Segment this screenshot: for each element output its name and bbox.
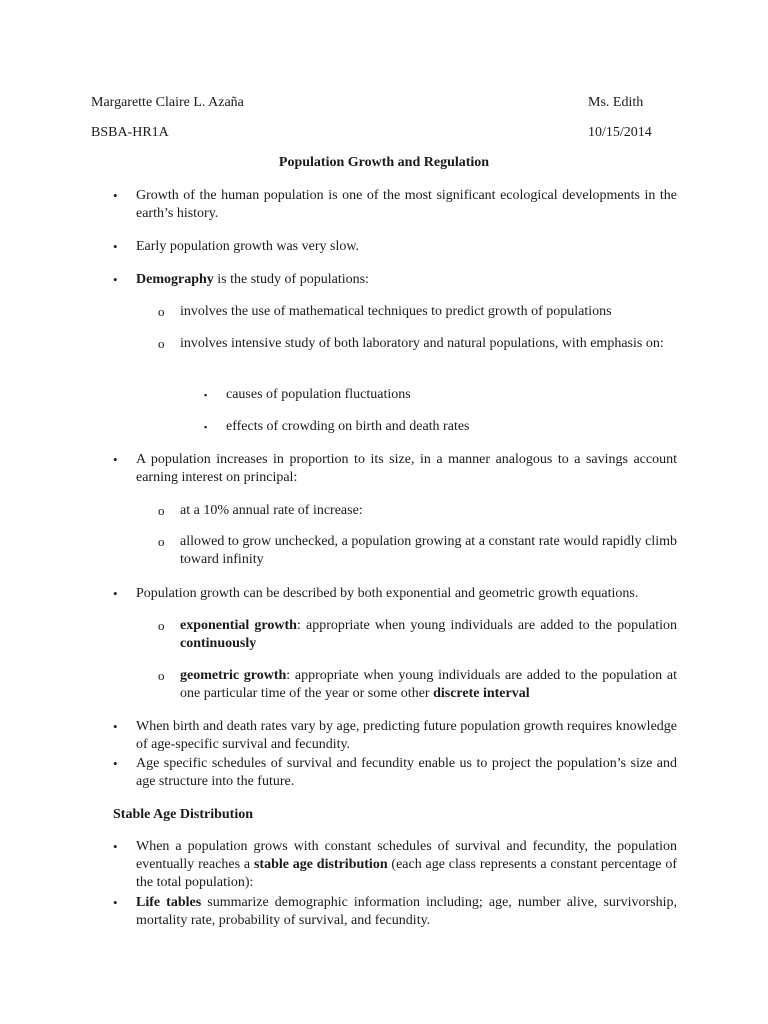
sub-sub-bullet-fluctuations: causes of population fluctuations [226,387,411,402]
bullet-marker: • [113,756,118,771]
sub-bullet-unchecked-growth: allowed to grow unchecked, a population growing at a constant rate would rapidly climb toward infinity [180,534,677,567]
sub-bullet-exponential-growth: exponential growth: appropriate when young individuals are added to the population continuously [180,618,677,651]
sub-bullet-annual-rate: at a 10% annual rate of increase: [180,503,363,518]
bullet-marker: • [113,239,118,254]
term-stable-age-distribution: stable age distribution [253,857,388,872]
sub-sub-bullet-marker: ▪ [204,390,208,400]
term-demography: Demography [136,272,214,287]
bullet-marker: • [113,188,118,203]
sub-bullet-geometric-growth: geometric growth: appropriate when young individuals are added to the population at one particular time of the year or some other discrete interval [180,668,677,701]
sub-bullet-marker: o [158,503,165,518]
sub-bullet-marker: o [158,304,165,319]
term-exponential-growth: exponential growth [180,618,297,633]
term-geometric-growth: geometric growth [180,668,287,683]
student-name: Margarette Claire L. Azaña [91,95,244,110]
teacher-name: Ms. Edith [588,95,644,110]
bullet-marker: • [113,895,118,910]
sub-bullet-intensive-study: involves intensive study of both laboratory and natural populations, with emphasis on: [180,336,664,351]
bullet-proportional-increase: A population increases in proportion to its size, in a manner analogous to a savings account earning interest on principal: [136,452,677,485]
section-code: BSBA-HR1A [91,125,169,140]
bullet-early-growth: Early population growth was very slow. [136,239,360,254]
sub-sub-bullet-crowding: effects of crowding on birth and death rates [226,419,470,434]
bullet-stable-age-distribution: When a population grows with constant schedules of survival and fecundity, the population eventually reaches a stable age distribution (each age class represents a constant percentage of the total population): [136,839,677,890]
bullet-marker: • [113,719,118,734]
section-heading-stable-age: Stable Age Distribution [113,807,254,822]
sub-bullet-math-techniques: involves the use of mathematical techniques to predict growth of populations [180,304,612,319]
bullet-marker: • [113,586,118,601]
sub-bullet-marker: o [158,618,165,633]
bullet-age-specific-rates: When birth and death rates vary by age, predicting future population growth requires knowledge of age-specific survival and fecundity. [136,719,677,752]
bullet-human-population: Growth of the human population is one of the most significant ecological developments in the earth’s history. [136,188,677,221]
bullet-age-schedules: Age specific schedules of survival and fecundity enable us to project the population’s size and age structure into the future. [136,756,677,789]
sub-bullet-marker: o [158,534,165,549]
bullet-marker: • [113,272,118,287]
bullet-marker: • [113,452,118,467]
document-title: Population Growth and Regulation [278,155,490,170]
document-date: 10/15/2014 [588,125,652,140]
sub-bullet-marker: o [158,336,165,351]
bullet-growth-equations: Population growth can be described by both exponential and geometric growth equations. [136,586,639,601]
bullet-demography: Demography is the study of populations: [136,272,369,287]
bullet-life-tables: Life tables summarize demographic information including; age, number alive, survivorship, mortality rate, probability of survival, and fecundity. [136,895,677,928]
bullet-marker: • [113,839,118,854]
sub-bullet-marker: o [158,668,165,683]
term-life-tables: Life tables [136,895,202,910]
sub-sub-bullet-marker: ▪ [204,422,208,432]
